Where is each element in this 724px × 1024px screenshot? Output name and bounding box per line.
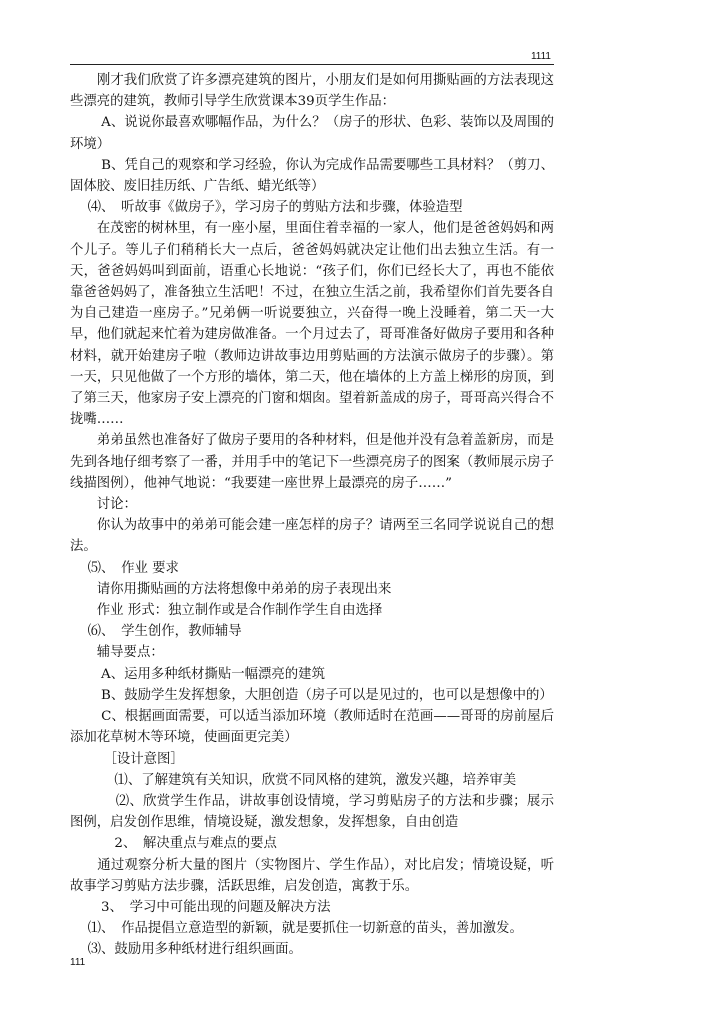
paragraph-assignment: 请你用撕贴画的方法将想像中弟弟的房子表现出来 bbox=[70, 581, 392, 597]
paragraph-guidance-b: B、鼓励学生发挥想象，大胆创造（房子可以是见过的，也可以是想像中的） bbox=[70, 687, 553, 703]
paragraph-story-1: 在茂密的树林里，有一座小屋，里面住着幸福的一家人，他们是爸爸妈妈和两个儿子。等儿子们稍稍长大一点后，爸爸妈妈就决定让他们出去独立生活。有一天，爸爸妈妈叫到面前，语重心长地说：“孩子们，你们已经长大了，再也不能依靠爸爸妈妈了，准备独立生活吧！不过，在独立生活之前，我希望你们首先要各自为自己建造一座房子。”兄弟俩一听说要独立，兴奋得一晚上没睡着，第二天一大早，他们就起来忙着为建房做准备。一个月过去了，哥哥准备好做房子要用和各种材料，就开始建房子啦（教师边讲故事边用剪贴画的方法演示做房子的步骤）。第一天，只见他做了一个方形的墙体，第二天，他在墙体的上方盖上梯形的房顶，到了第三天，他家房子安上漂亮的门窗和烟囱。望着新盖成的房子，哥哥高兴得合不拢嘴…… bbox=[70, 221, 554, 428]
paragraph-design-intent: ［设计意图］ bbox=[70, 751, 184, 767]
paragraph-question-b: B、凭自己的观察和学习经验，你认为完成作品需要哪些工具材料？（剪刀、固体胶、废旧挂历纸、广告纸、蜡光纸等） bbox=[70, 157, 554, 195]
paragraph-story-2: 弟弟虽然也准备好了做房子要用的各种材料，但是他并没有急着盖新房，而是先到各地仔细考察了一番，并用手中的笔记下一些漂亮房子的图案（教师展示房子线描图例），他神气地说：“我要建一座世界上最漂亮的房子……” bbox=[70, 433, 554, 491]
section-heading-4: ⑷、 听故事《做房子》，学习房子的剪贴方法和步骤，体验造型 bbox=[70, 200, 463, 216]
paragraph-key-points: 通过观察分析大量的图片（实物图片、学生作品），对比启发；情境设疑，听故事学习剪贴方法步骤，活跃思维，启发创造，寓教于乐。 bbox=[70, 857, 554, 894]
paragraph-problem-3: ⑶、鼓励用多种纸材进行组织画面。 bbox=[70, 942, 302, 958]
paragraph-question-a: A、说说你最喜欢哪幅作品，为什么？（房子的形状、色彩、装饰以及周围的环境） bbox=[70, 115, 554, 152]
paragraph-assignment-form: 作业 形式：独立制作或是合作制作学生自由选择 bbox=[70, 603, 383, 619]
header-rule bbox=[70, 64, 554, 65]
paragraph-discussion: 你认为故事中的弟弟可能会建一座怎样的房子？请两至三名同学说说自己的想法。 bbox=[70, 518, 554, 555]
paragraph-intent-1: ⑴、了解建筑有关知识，欣赏不同风格的建筑，激发兴趣，培养审美 bbox=[70, 772, 517, 788]
document-body bbox=[70, 70, 554, 961]
section-heading-5: ⑸、 作业 要求 bbox=[70, 560, 179, 576]
paragraph-discussion-label: 讨论： bbox=[70, 497, 137, 513]
paragraph-problem-1: ⑴、 作品提倡立意造型的新颖，就是要抓住一切新意的苗头，善加激发。 bbox=[70, 921, 523, 937]
section-heading-6: ⑹、 学生创作，教师辅导 bbox=[70, 624, 242, 640]
paragraph-guidance-a: A、运用多种纸材撕贴一幅漂亮的建筑 bbox=[70, 666, 325, 682]
section-heading-problems: 3、 学习中可能出现的问题及解决方法 bbox=[70, 899, 331, 915]
paragraph-intro: 刚才我们欣赏了许多漂亮建筑的图片，小朋友们是如何用撕贴画的方法表现这些漂亮的建筑，教师引导学生欣赏课本39页学生作品： bbox=[70, 73, 554, 110]
section-heading-key-points: 2、 解决重点与难点的要点 bbox=[70, 836, 277, 852]
page-number-top: 1111 bbox=[530, 51, 551, 62]
paragraph-guidance-label: 辅导要点： bbox=[70, 645, 164, 661]
paragraph-guidance-c: C、根据画面需要，可以适当添加环境（教师适时在范画——哥哥的房前屋后添加花草树木等环境，使画面更完美） bbox=[70, 709, 554, 746]
page-number-bottom: 111 bbox=[70, 957, 86, 968]
paragraph-intent-2: ⑵、欣赏学生作品，讲故事创设情境，学习剪贴房子的方法和步骤；展示图例，启发创作思维，情境设疑，激发想象，发挥想象，自由创造 bbox=[70, 793, 554, 831]
